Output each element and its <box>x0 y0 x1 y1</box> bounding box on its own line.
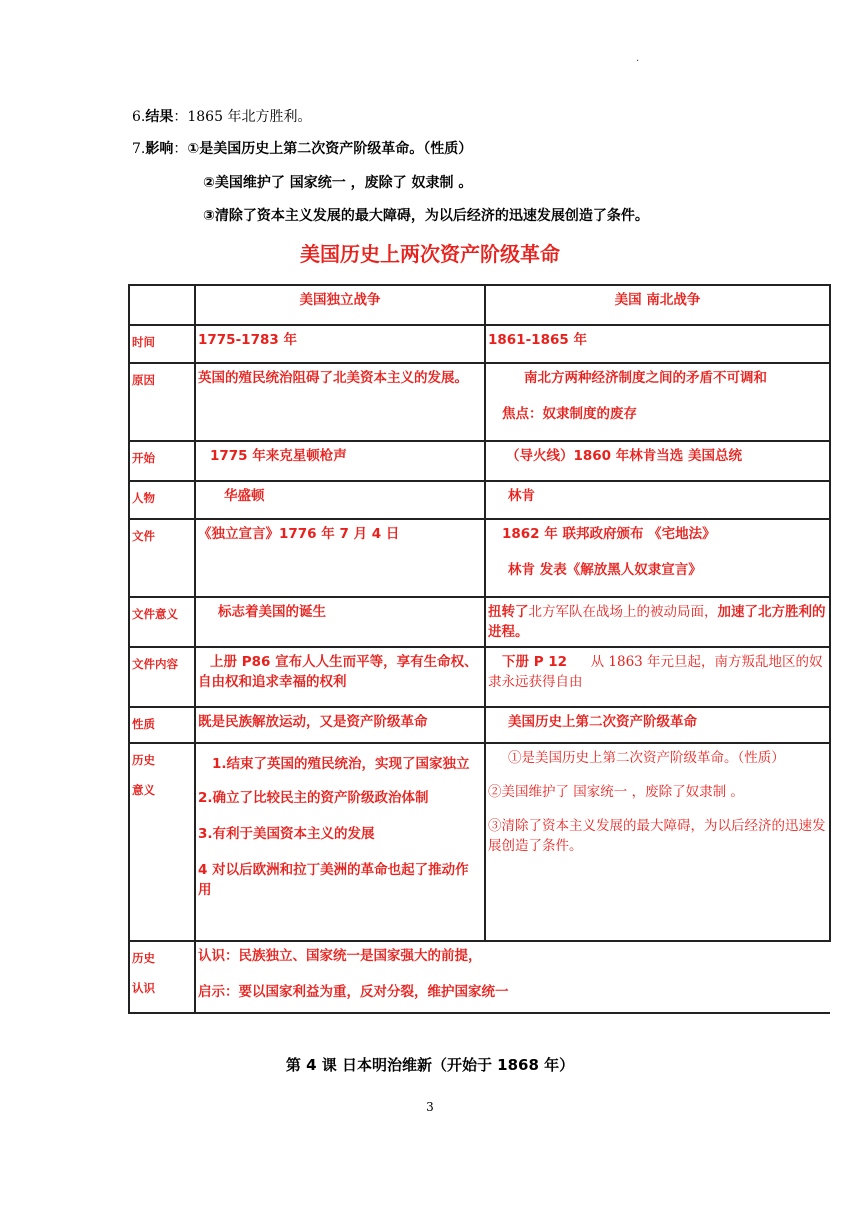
table-row-time <box>129 325 830 363</box>
impact-num: 7. <box>132 141 146 157</box>
table-row-start <box>129 441 830 481</box>
doc-meaning-civil-part-2: 北方军队在战场上的被动局面， <box>528 604 718 620</box>
nature-civil: 美国历史上第二次资产阶级革命 <box>485 707 830 743</box>
significance-civil-1: ①是美国历史上第二次资产阶级革命。（性质） <box>508 750 785 766</box>
table-row-nature <box>129 707 830 743</box>
document-civil-line-2: 林肯 发表《解放黑人奴隶宣言》 <box>508 562 702 578</box>
doc-content-civil-part-2: 从 1863 年元旦起，南方叛乱地区的奴隶永远获得自由 <box>488 654 823 690</box>
header-civil-war: 美国 南北战争 <box>485 285 830 325</box>
result-text: ：1865 年北方胜利。 <box>173 109 312 125</box>
row-label-time: 时间 <box>129 325 195 363</box>
table-title: 美国历史上两次资产阶级革命 <box>300 242 560 266</box>
row-label-document: 文件 <box>129 519 195 597</box>
cause-independence: 英国的殖民统治阻碍了北美资本主义的发展。 <box>195 363 485 441</box>
page-number: 3 <box>426 1100 434 1114</box>
understanding-text-2: 启示：要以国家利益为重，反对分裂，维护国家统一 <box>198 984 509 1000</box>
doc-meaning-civil-part-1: 扭转了 <box>488 604 529 620</box>
impact-line <box>132 138 472 158</box>
start-civil: （导火线）1860 年林肯当选 美国总统 <box>485 441 830 481</box>
document-independence: 《独立宣言》1776 年 7 月 4 日 <box>195 519 485 597</box>
row-label-significance <box>129 743 195 941</box>
result-label: 结果 <box>145 109 174 125</box>
cause-civil-line-2: 焦点：奴隶制度的废存 <box>502 406 637 422</box>
table-row-significance <box>129 743 830 941</box>
document-civil <box>485 519 830 597</box>
start-independence: 1775 年来克星顿枪声 <box>195 441 485 481</box>
understanding-label-2: 认识 <box>132 981 155 995</box>
doc-meaning-independence: 标志着美国的诞生 <box>195 597 485 647</box>
significance-civil-3: ③清除了资本主义发展的最大障碍，为以后经济的迅速发展创造了条件。 <box>488 818 826 854</box>
significance-independence <box>195 743 485 941</box>
significance-independence-3: 3.有利于美国资本主义的发展 <box>198 826 375 842</box>
time-civil: 1861-1865 年 <box>485 325 830 363</box>
header-empty-cell <box>129 285 195 325</box>
doc-meaning-civil-part-3: 加速了北方胜利的进程。 <box>488 604 826 640</box>
significance-civil <box>485 743 830 941</box>
header-independence-war: 美国独立战争 <box>195 285 485 325</box>
comparison-table <box>128 284 831 1014</box>
person-independence: 华盛顿 <box>195 481 485 519</box>
table-header-row <box>129 285 830 325</box>
row-label-doc-meaning: 文件意义 <box>129 597 195 647</box>
row-label-person: 人物 <box>129 481 195 519</box>
row-label-understanding <box>129 941 195 1013</box>
row-label-cause: 原因 <box>129 363 195 441</box>
document-civil-line-1: 1862 年 联邦政府颁布 《宅地法》 <box>502 526 716 542</box>
doc-content-civil <box>485 647 830 707</box>
row-label-doc-content: 文件内容 <box>129 647 195 707</box>
significance-civil-2: ②美国维护了 国家统一 ，废除了奴隶制 。 <box>488 784 744 800</box>
time-independence: 1775-1783 年 <box>195 325 485 363</box>
significance-independence-1: 1.结束了英国的殖民统治，实现了国家独立 <box>212 756 470 772</box>
table-row-cause <box>129 363 830 441</box>
header-mark: · <box>636 56 640 67</box>
significance-label-1: 历史 <box>132 753 155 767</box>
row-label-start: 开始 <box>129 441 195 481</box>
doc-content-civil-part-1: 下册 P 12 <box>502 654 568 670</box>
impact-item-1: ①是美国历史上第二次资产阶级革命。（性质） <box>187 141 473 157</box>
nature-independence: 既是民族解放运动，又是资产阶级革命 <box>195 707 485 743</box>
impact-label: 影响 <box>145 141 174 157</box>
table-row-person <box>129 481 830 519</box>
significance-label-2: 意义 <box>132 783 155 797</box>
impact-item-3: ③清除了资本主义发展的最大障碍，为以后经济的迅速发展创造了条件。 <box>203 208 649 224</box>
impact-item-2: ②美国维护了 国家统一 ，废除了 奴隶制 。 <box>203 175 473 191</box>
table-row-doc-content <box>129 647 830 707</box>
next-lesson-heading: 第 4 课 日本明治维新（开始于 1868 年） <box>285 1056 575 1074</box>
result-num: 6. <box>132 109 146 125</box>
understanding-text-1: 认识：民族独立、国家统一是国家强大的前提， <box>198 948 482 964</box>
table-row-understanding <box>129 941 830 1013</box>
doc-content-independence: 上册 P86 宣布人人生而平等，享有生命权、自由权和追求幸福的权利 <box>195 647 485 707</box>
understanding-label-1: 历史 <box>132 951 155 965</box>
doc-meaning-civil <box>485 597 830 647</box>
table-row-document <box>129 519 830 597</box>
significance-independence-4: 4 对以后欧洲和拉丁美洲的革命也起了推动作用 <box>198 862 469 898</box>
significance-independence-2: 2.确立了比较民主的资产阶级政治体制 <box>198 790 429 806</box>
understanding-cell <box>195 941 830 1013</box>
cause-civil-line-1: 南北方两种经济制度之间的矛盾不可调和 <box>524 370 767 386</box>
impact-colon: ： <box>173 141 188 157</box>
row-label-nature: 性质 <box>129 707 195 743</box>
result-line <box>132 106 311 126</box>
cause-civil <box>485 363 830 441</box>
person-civil: 林肯 <box>485 481 830 519</box>
table-row-doc-meaning <box>129 597 830 647</box>
